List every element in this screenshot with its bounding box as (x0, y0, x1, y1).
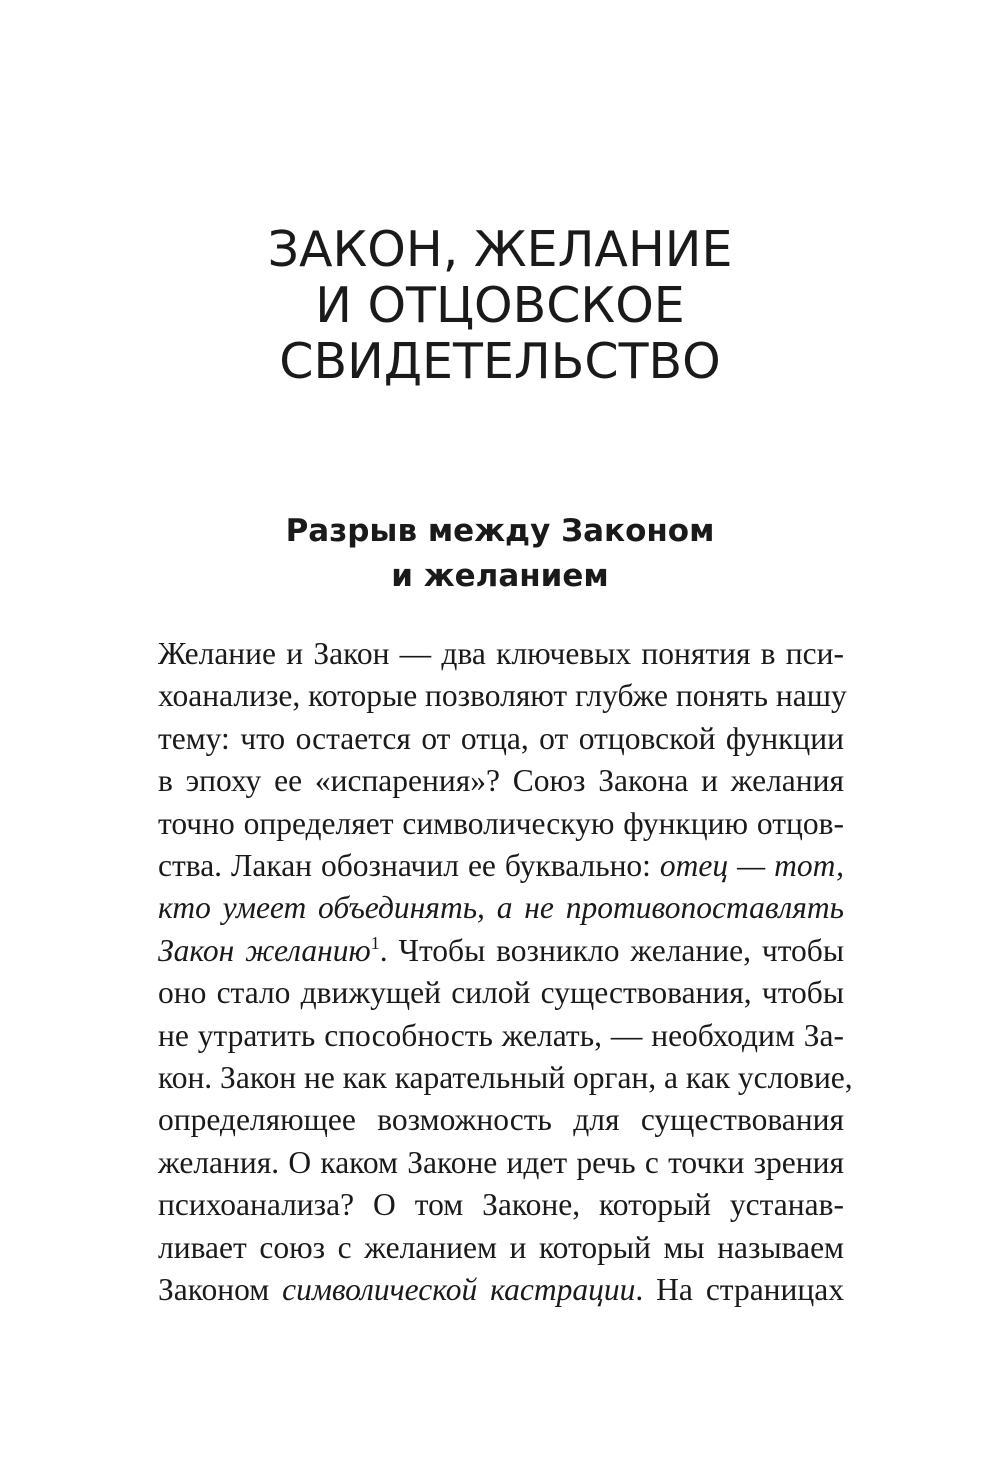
text-line: психоанализа? О том Законе, который устанав- (158, 1187, 844, 1223)
text-line (158, 887, 844, 929)
body-paragraph (158, 633, 853, 1312)
text-line (158, 1269, 844, 1311)
text-run: . На страницах (635, 1272, 844, 1308)
chapter-title-line: И ОТЦОВСКОЕ (315, 277, 685, 334)
text-line: определяющее возможность для существования (158, 1102, 844, 1138)
text-line: в эпоху ее «испарения»? Союз Закона и желания (158, 763, 844, 799)
footnote-marker[interactable]: 1 (370, 932, 380, 953)
text-line: ливает союз с желанием и который мы называем (158, 1229, 844, 1265)
text-line: кон. Закон не как карательный орган, а как условие, (158, 1060, 853, 1096)
text-line: не утратить способность желать, — необходим За- (158, 1017, 844, 1053)
text-line: точно определяет символическую функцию отцов- (158, 805, 844, 841)
text-line (158, 930, 844, 972)
section-title-line: Разрыв между Законом (285, 513, 715, 549)
text-line (158, 845, 844, 887)
text-line: хоанализе, которые позволяют глубже понять нашу (158, 678, 847, 714)
text-run: ства. Лакан обозначил ее буквально: (158, 848, 660, 884)
chapter-title (0, 222, 1000, 390)
italic-term: символической кастрации (282, 1272, 636, 1308)
italic-quote: кто умеет объединять, а не противопоставлять (158, 890, 844, 926)
italic-quote: отец — тот, (659, 848, 844, 884)
italic-quote: Закон желанию (158, 932, 371, 968)
chapter-title-line: СВИДЕТЕЛЬСТВО (279, 333, 721, 390)
text-line: желания. О каком Законе идет речь с точки зрения (158, 1144, 844, 1180)
text-line: Желание и Закон — два ключевых понятия в пси- (158, 636, 844, 671)
text-run: Законом (158, 1272, 283, 1308)
text-run: . Чтобы возникло желание, чтобы (379, 932, 845, 968)
text-line: оно стало движущей силой существования, чтобы (158, 975, 844, 1011)
chapter-title-line: ЗАКОН, ЖЕЛАНИЕ (267, 221, 733, 278)
section-title (0, 509, 1000, 599)
section-title-line: и желанием (391, 558, 609, 594)
text-line: тему: что остается от отца, от отцовской функции (158, 720, 844, 756)
